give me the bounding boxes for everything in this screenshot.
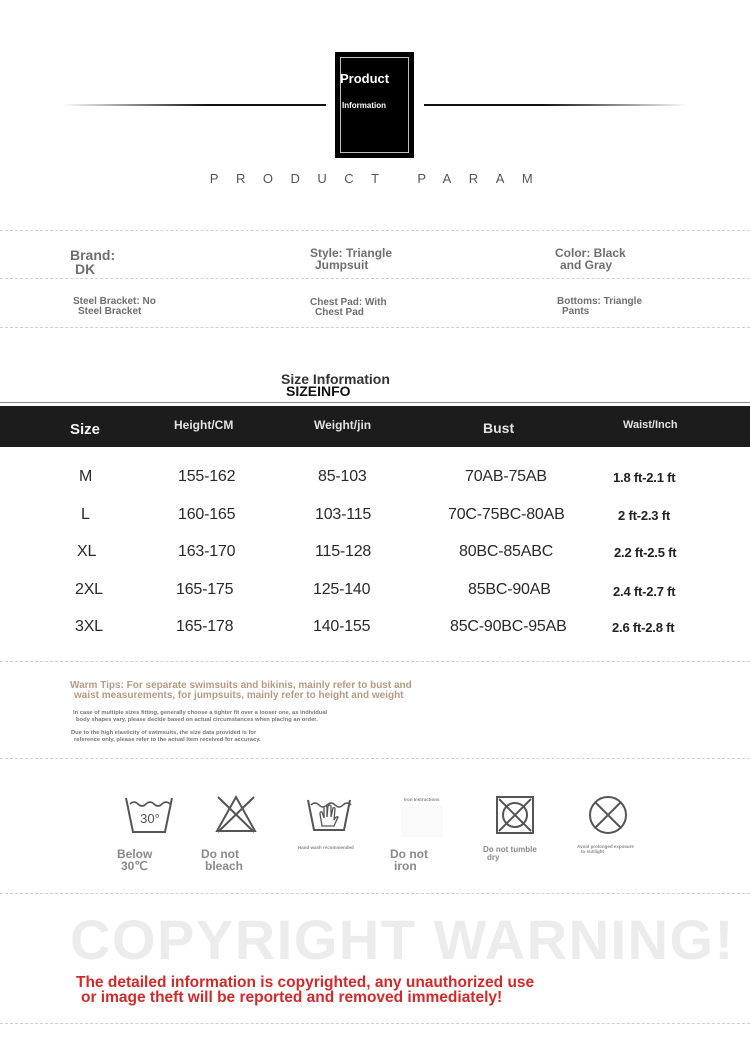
attr-style (310, 247, 392, 271)
attr-color-label: Color: Black (555, 246, 626, 260)
attr-brand (70, 248, 115, 276)
header-left-rule (62, 104, 326, 106)
wash-below-label (117, 848, 152, 872)
table-cell-bust: 85BC-90AB (468, 581, 551, 598)
attr-bottoms (557, 297, 642, 317)
wash-temp-label: 30° (140, 811, 160, 826)
attr-color-value: and Gray (560, 258, 613, 272)
attr-chest-pad (310, 298, 387, 318)
elasticity-note-line1: Due to the high elasticity of swimsuits, the size data provided is for (71, 730, 257, 736)
no-iron-line1: Do not (390, 847, 428, 861)
table-cell-size: L (81, 506, 90, 523)
no-iron-line2: iron (394, 859, 417, 873)
iron-caption: Iron Instructions (404, 797, 440, 802)
no-bleach-line2: bleach (205, 859, 244, 873)
no-bleach-line1: Do not (201, 847, 239, 861)
hand-wash-label: Hand wash recommended (298, 845, 354, 850)
hand-wash-icon (306, 796, 352, 832)
no-tumble-dry-label (483, 846, 537, 862)
col-header-weight: Weight/jin (314, 418, 372, 432)
divider (0, 278, 750, 279)
warm-tips-line1: Warm Tips: For separate swimsuits and bikinis, mainly refer to bust and (70, 680, 412, 691)
size-table-header (0, 406, 750, 447)
col-header-height: Height/CM (174, 418, 234, 432)
table-cell-waist: 2.6 ft-2.8 ft (612, 620, 675, 635)
wash-below-line2: 30℃ (121, 859, 148, 873)
fit-advice-line2: body shapes vary, please decide based on actual circumstances when placing an order. (76, 717, 318, 723)
elasticity-note-line2: reference only, please refer to the actual item received for accuracy. (74, 737, 261, 743)
no-tumble-line2: dry (487, 853, 500, 862)
fit-advice (73, 710, 327, 724)
table-top-rule (0, 402, 750, 403)
table-cell-size: 3XL (75, 618, 103, 635)
attr-chest-value: Chest Pad (315, 307, 364, 318)
divider (0, 893, 750, 894)
table-cell-weight: 140-155 (313, 618, 371, 635)
col-header-size: Size (70, 421, 101, 438)
no-sunlight-line1: Avoid prolonged exposure (577, 844, 634, 849)
attr-steel-value: Steel Bracket (78, 306, 142, 317)
table-cell-height: 160-165 (178, 506, 236, 523)
product-info-badge (335, 52, 414, 158)
warm-tips-heading (70, 681, 412, 701)
attr-style-label: Style: Triangle (310, 246, 393, 260)
table-cell-waist: 2.4 ft-2.7 ft (613, 584, 676, 599)
no-bleach-label (201, 848, 243, 872)
table-cell-size: XL (77, 543, 97, 560)
copyright-notice (76, 975, 534, 1005)
no-bleach-icon (214, 794, 258, 834)
divider (0, 1023, 750, 1024)
table-cell-height: 155-162 (178, 468, 236, 485)
no-sunlight-icon (587, 794, 629, 836)
no-iron-label (390, 848, 428, 872)
table-cell-bust: 70AB-75AB (465, 468, 547, 485)
divider (0, 758, 750, 759)
divider (0, 230, 750, 231)
attr-bottoms-label: Bottoms: Triangle (557, 296, 643, 307)
product-param-heading: PRODUCT PARAM (209, 171, 551, 186)
copyright-warning-title: COPYRIGHT WARNING! (70, 908, 735, 971)
no-tumble-dry-icon (495, 795, 535, 835)
table-cell-height: 163-170 (178, 543, 236, 560)
table-cell-waist: 2.2 ft-2.5 ft (614, 545, 677, 560)
attr-style-value: Jumpsuit (315, 258, 369, 272)
table-cell-weight: 115-128 (315, 543, 372, 560)
table-cell-height: 165-175 (176, 581, 234, 598)
table-cell-waist: 2 ft-2.3 ft (618, 508, 670, 523)
table-cell-weight: 125-140 (313, 581, 371, 598)
col-header-bust: Bust (483, 420, 515, 436)
wash-30-icon (124, 794, 174, 834)
badge-subtitle: Information (342, 101, 386, 110)
fit-advice-line1: In case of multiple sizes fitting, generally choose a tighter fit over a looser one, as individual (73, 710, 328, 716)
size-info-subtitle: SIZEINFO (286, 383, 351, 399)
col-header-waist: Waist/Inch (623, 419, 678, 431)
attr-steel-label: Steel Bracket: No (73, 296, 156, 307)
badge-title: Product (340, 71, 390, 86)
header-right-rule (424, 104, 688, 106)
table-cell-weight: 103-115 (315, 506, 372, 523)
attr-chest-label: Chest Pad: With (310, 297, 387, 308)
table-cell-waist: 1.8 ft-2.1 ft (613, 470, 676, 485)
copyright-line1: The detailed information is copyrighted, any unauthorized use (76, 974, 535, 991)
attr-steel-bracket (73, 297, 156, 317)
wash-below-line1: Below (117, 847, 153, 861)
copyright-line2: or image theft will be reported and removed immediately! (81, 989, 503, 1006)
attr-color (555, 247, 626, 271)
no-sunlight-line2: to sunlight (581, 848, 604, 854)
elasticity-note (71, 730, 261, 744)
table-cell-size: 2XL (75, 581, 103, 598)
attr-brand-value: DK (75, 261, 96, 277)
warm-tips-line2: waist measurements, for jumpsuits, mainly refer to height and weight (74, 690, 404, 701)
table-cell-size: M (79, 468, 93, 485)
size-info-title: Size Information (281, 371, 390, 387)
attr-brand-label: Brand: (70, 247, 116, 263)
table-cell-bust: 70C-75BC-80AB (448, 506, 565, 523)
no-tumble-line1: Do not tumble (483, 845, 537, 854)
divider (0, 661, 750, 662)
table-cell-bust: 85C-90BC-95AB (450, 618, 567, 635)
divider (0, 327, 750, 328)
attr-bottoms-value: Pants (562, 306, 590, 317)
table-cell-bust: 80BC-85ABC (459, 543, 554, 560)
table-cell-height: 165-178 (176, 618, 234, 635)
no-iron-icon (400, 804, 444, 838)
no-sunlight-label (577, 845, 634, 854)
table-cell-weight: 85-103 (318, 468, 367, 485)
